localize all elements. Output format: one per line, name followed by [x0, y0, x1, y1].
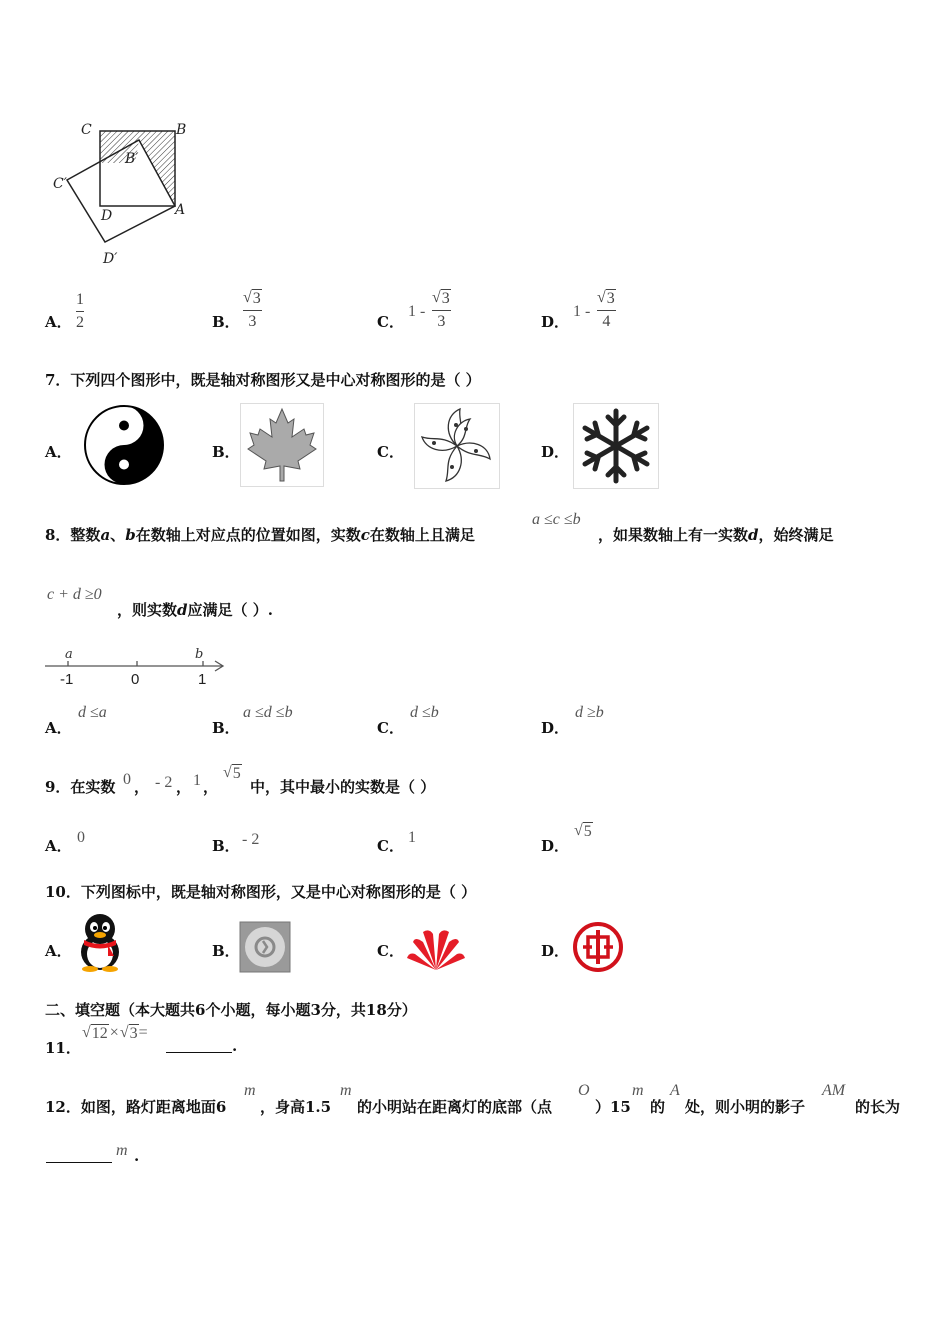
q12-text-3: 的小明站在距离灯的底部（点 [357, 1098, 553, 1116]
q8-condition-2: c + d ≥0 [47, 586, 102, 603]
q7-option-d[interactable]: D． [541, 443, 570, 461]
q9-comma-1: ， [134, 778, 150, 796]
q11-number: 11． [45, 1039, 81, 1057]
q11-end: . [232, 1037, 238, 1055]
axis-tick-0: 0 [131, 671, 140, 688]
q8-option-c-expr: d ≤b [410, 704, 439, 721]
shaded-region [100, 131, 175, 206]
q11-expression: √ 12 × √ 3 = [82, 1024, 148, 1042]
axis-tick-neg1: -1 [60, 671, 74, 688]
q7-option-a[interactable]: A． [45, 443, 72, 461]
q9-option-b-expr: - 2 [242, 831, 260, 848]
q9-comma-2: ， [176, 778, 192, 796]
label-c-prime: C′ [53, 176, 67, 192]
label-d: D [101, 208, 113, 224]
q12-text-4: ）15 [595, 1098, 631, 1116]
label-c: C [81, 122, 92, 138]
q12-point-o: O [578, 1082, 590, 1099]
section-2-title: 二、填空题（本大题共6个小题，每小题3分，共18分） [45, 1001, 417, 1019]
q6-option-b[interactable]: B． [212, 313, 240, 331]
q7-option-b[interactable]: B． [212, 443, 240, 461]
q12-segment-am: AM [822, 1082, 846, 1099]
q9-num-1: 1 [193, 772, 201, 789]
q9-line: 9．在实数 [45, 778, 116, 796]
q6-option-b-value: √ 3 3 [243, 289, 261, 330]
square-rotation-figure [45, 118, 205, 268]
q10-option-a[interactable]: A． [45, 942, 72, 960]
axis-label-a: a [65, 647, 73, 662]
q9-comma-3: ， [203, 778, 219, 796]
q6-option-c[interactable]: C． [377, 313, 404, 331]
axis-label-b: b [195, 647, 204, 662]
q7-text: 7．下列四个图形中，既是轴对称图形又是中心对称图形的是（ ） [45, 371, 481, 389]
q8-option-d-expr: d ≥b [575, 704, 604, 721]
q8-option-b[interactable]: B． [212, 719, 240, 737]
q6-option-a-value: 1 2 [76, 291, 84, 331]
q9-option-c[interactable]: C． [377, 837, 404, 855]
q10-option-d[interactable]: D． [541, 942, 570, 960]
q9-sqrt5: √ 5 [223, 764, 241, 782]
q12-text-1: 12．如图，路灯距离地面6 [45, 1098, 227, 1116]
snowflake-icon [573, 403, 659, 489]
q8-option-a[interactable]: A． [45, 719, 72, 737]
q8-option-b-expr: a ≤d ≤b [243, 704, 293, 721]
q8-line2: ，则实数d应满足（ ）. [117, 601, 273, 619]
qq-penguin-icon [72, 912, 128, 972]
q12-text-7: 的长为 [855, 1098, 901, 1116]
q12-text-5: 的 [650, 1098, 666, 1116]
number-line [40, 642, 230, 690]
q12-unit-m3: m [632, 1082, 644, 1099]
yin-yang-icon [82, 403, 166, 487]
axis-tick-1: 1 [198, 671, 207, 688]
icbc-logo-icon [571, 920, 625, 974]
q6-option-c-prefix: 1 - [408, 303, 426, 320]
q7-option-c[interactable]: C． [377, 443, 404, 461]
q6-option-a[interactable]: A． [45, 313, 72, 331]
q9-option-d[interactable]: D． [541, 837, 570, 855]
q12-text-2: ，身高1.5 [260, 1098, 332, 1116]
q9-num-neg2: - 2 [155, 774, 173, 791]
q6-option-c-value: √ 3 3 [432, 289, 450, 330]
q6-option-d[interactable]: D． [541, 313, 570, 331]
label-b: B [176, 122, 187, 138]
q9-option-b[interactable]: B． [212, 837, 240, 855]
bauhinia-flower-icon [414, 403, 500, 489]
maple-leaf-icon [240, 403, 324, 487]
q12-unit-m4: m [116, 1142, 128, 1159]
q12-end: . [134, 1147, 140, 1165]
q10-text: 10．下列图标中，既是轴对称图形，又是中心对称图形的是（ ） [45, 883, 477, 901]
q12-point-a: A [670, 1082, 680, 1099]
q9-option-c-expr: 1 [408, 829, 416, 846]
label-d-prime: D′ [103, 251, 118, 267]
q8-condition: a ≤c ≤b [532, 511, 581, 528]
q12-text-6: 处，则小明的影子 [685, 1098, 806, 1116]
label-a: A [175, 202, 186, 218]
q10-option-c[interactable]: C． [377, 942, 404, 960]
q8-line1-end: ，如果数轴上有一实数d，始终满足 [598, 526, 834, 544]
q9-option-a[interactable]: A． [45, 837, 72, 855]
q9-num-0: 0 [123, 771, 131, 788]
q9-option-a-expr: 0 [77, 829, 85, 846]
q6-option-d-value: √ 3 4 [597, 289, 615, 330]
q9-option-d-expr: √ 5 [574, 822, 592, 840]
q6-option-d-prefix: 1 - [573, 303, 591, 320]
q8-option-c[interactable]: C． [377, 719, 404, 737]
grey-button-icon [239, 921, 291, 973]
q12-unit-m2: m [340, 1082, 352, 1099]
huawei-logo-icon [405, 924, 467, 972]
q12-unit-m1: m [244, 1082, 256, 1099]
label-b-prime: B′ [125, 151, 139, 167]
q8-option-d[interactable]: D． [541, 719, 570, 737]
q10-option-b[interactable]: B． [212, 942, 240, 960]
q8-option-a-expr: d ≤a [78, 704, 107, 721]
q9-line-end: 中，其中最小的实数是（ ） [250, 778, 436, 796]
q11-answer-blank[interactable] [166, 1036, 232, 1053]
q8-line1: 8．整数a、b在数轴上对应点的位置如图，实数c在数轴上且满足 [45, 526, 475, 544]
q12-answer-blank[interactable] [46, 1146, 112, 1163]
